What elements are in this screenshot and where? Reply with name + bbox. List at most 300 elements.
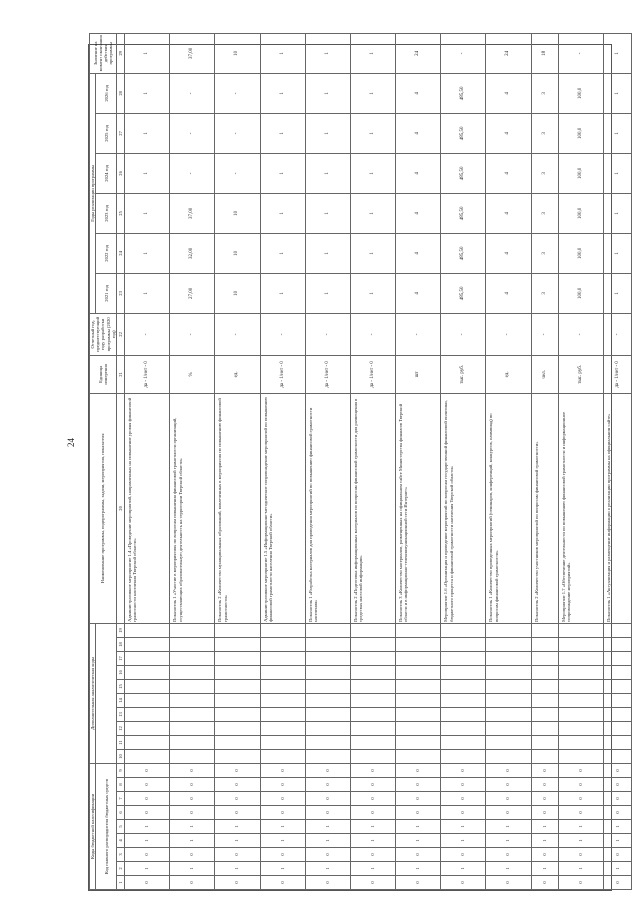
code-digit-cell: 0 xyxy=(441,763,486,777)
code-digit-cell xyxy=(559,693,604,707)
code-digit-cell: 0 xyxy=(305,792,350,806)
row-year-value: 485,50 xyxy=(441,233,486,273)
row-year-value: 1 xyxy=(350,73,395,113)
row-year-value: - xyxy=(170,113,215,153)
code-digit-cell xyxy=(486,665,531,679)
code-digit-cell xyxy=(396,721,441,735)
code-digit-cell xyxy=(396,637,441,651)
code-digit-cell: 0 xyxy=(305,763,350,777)
row-year-value: 3 xyxy=(531,273,558,313)
code-digit-cell xyxy=(604,707,632,721)
code-digit-cell: 1 xyxy=(441,834,486,848)
code-digit-cell xyxy=(125,623,170,637)
row-year-value: 1 xyxy=(305,273,350,313)
code-digit-cell xyxy=(305,693,350,707)
code-digit-cell xyxy=(604,749,632,763)
row-unit: тыс. руб. xyxy=(441,355,486,393)
code-digit-cell xyxy=(441,623,486,637)
code-digit-cell xyxy=(604,735,632,749)
code-digit-cell: 0 xyxy=(260,806,305,820)
code-digit-cell: 0 xyxy=(260,876,305,890)
row-description: Мероприятие 1.6 «Организация и проведение мероприятий по вопросам государственной финансовой политики, бюджетного процесса и финансовой грамотности населения Тверской области» xyxy=(441,393,486,623)
code-digit-cell: 1 xyxy=(604,820,632,834)
code-digit-cell: 1 xyxy=(559,820,604,834)
row-description: Показатель 1 «Актуализация и размещение информации о реализации программы на официальном сайте» xyxy=(604,393,632,623)
code-digit-cell xyxy=(559,707,604,721)
code-digit-cell xyxy=(396,707,441,721)
code-digit-cell xyxy=(170,693,215,707)
code-digit-cell: 0 xyxy=(260,848,305,862)
column-number-cell: 15 xyxy=(117,679,125,693)
column-number-cell: 25 xyxy=(117,193,125,233)
row-unit: шт xyxy=(396,355,441,393)
code-digit-cell: 0 xyxy=(125,848,170,862)
code-digit-cell: 0 xyxy=(305,876,350,890)
column-number-cell: 16 xyxy=(117,665,125,679)
code-digit-cell xyxy=(125,735,170,749)
code-digit-cell: 1 xyxy=(441,820,486,834)
code-digit-cell xyxy=(531,707,558,721)
code-digit-cell: 1 xyxy=(604,834,632,848)
code-digit-cell: 1 xyxy=(125,820,170,834)
column-number-cell: 13 xyxy=(117,707,125,721)
code-digit-cell: 1 xyxy=(559,862,604,876)
code-digit-cell xyxy=(215,637,260,651)
code-digit-cell xyxy=(125,651,170,665)
row-year-value: 10 xyxy=(215,233,260,273)
code-digit-cell xyxy=(604,721,632,735)
code-digit-cell xyxy=(260,693,305,707)
table-row xyxy=(396,33,441,889)
code-digit-cell: 0 xyxy=(350,778,395,792)
code-digit-cell xyxy=(125,749,170,763)
code-digit-cell: 0 xyxy=(531,848,558,862)
code-digit-cell xyxy=(604,679,632,693)
table-row xyxy=(350,33,395,889)
code-digit-cell: 0 xyxy=(604,848,632,862)
code-digit-cell xyxy=(559,749,604,763)
column-number-cell: 23 xyxy=(117,273,125,313)
row-year-value: 10 xyxy=(215,273,260,313)
row-year-value: 1 xyxy=(350,113,395,153)
row-year-value: 4 xyxy=(486,113,531,153)
code-digit-cell: 0 xyxy=(350,806,395,820)
row-year-value: 37,00 xyxy=(170,193,215,233)
code-digit-cell xyxy=(486,637,531,651)
row-year-value: 27,00 xyxy=(170,273,215,313)
code-digit-cell: 0 xyxy=(604,876,632,890)
code-digit-cell xyxy=(531,749,558,763)
row-final-value: 10 xyxy=(215,33,260,73)
row-year-value: - xyxy=(215,153,260,193)
row-unit: да - 1/нет - 0 xyxy=(125,355,170,393)
row-year-value: 485,50 xyxy=(441,113,486,153)
code-digit-cell xyxy=(170,721,215,735)
code-digit-cell: 1 xyxy=(486,820,531,834)
code-digit-cell: 0 xyxy=(559,806,604,820)
row-year-value: 1 xyxy=(350,233,395,273)
code-digit-cell: 0 xyxy=(531,806,558,820)
code-digit-cell xyxy=(170,707,215,721)
code-digit-cell: 0 xyxy=(396,763,441,777)
column-number-cell: 2 xyxy=(117,862,125,876)
header-year-6: 2026 год xyxy=(96,73,117,113)
code-digit-cell: 0 xyxy=(604,778,632,792)
row-year-value: 1 xyxy=(305,233,350,273)
code-digit-cell: 1 xyxy=(305,862,350,876)
row-base-value: - xyxy=(441,313,486,355)
table-body xyxy=(117,33,632,889)
row-unit: да - 1/нет - 0 xyxy=(305,355,350,393)
row-year-value: - xyxy=(215,113,260,153)
row-final-value: 1 xyxy=(604,33,632,73)
column-number-cell: 12 xyxy=(117,721,125,735)
code-digit-cell: 1 xyxy=(170,834,215,848)
code-digit-cell: 1 xyxy=(441,862,486,876)
row-year-value: 1 xyxy=(604,113,632,153)
row-unit: да - 1/нет - 0 xyxy=(604,355,632,393)
column-number-cell: 11 xyxy=(117,735,125,749)
code-digit-cell: 0 xyxy=(441,876,486,890)
row-year-value: 4 xyxy=(486,153,531,193)
code-digit-cell: 0 xyxy=(350,792,395,806)
row-year-value: 32,00 xyxy=(170,233,215,273)
code-digit-cell: 1 xyxy=(604,862,632,876)
code-digit-cell xyxy=(305,665,350,679)
code-digit-cell: 0 xyxy=(559,778,604,792)
row-base-value: - xyxy=(604,313,632,355)
row-description: Показатель 2 «Количество муниципальных образований, вовлеченных в мероприятия по повышению финансовой грамотности» xyxy=(215,393,260,623)
code-digit-cell xyxy=(531,721,558,735)
row-year-value: 4 xyxy=(486,193,531,233)
code-digit-cell xyxy=(604,637,632,651)
code-digit-cell xyxy=(396,623,441,637)
row-year-value: 4 xyxy=(486,233,531,273)
code-digit-cell xyxy=(215,693,260,707)
code-digit-cell: 0 xyxy=(350,848,395,862)
code-digit-cell xyxy=(559,735,604,749)
code-digit-cell: 0 xyxy=(170,806,215,820)
row-year-value: 100,0 xyxy=(559,233,604,273)
code-digit-cell: 1 xyxy=(215,820,260,834)
row-year-value: 1 xyxy=(604,193,632,233)
code-digit-cell: 1 xyxy=(486,834,531,848)
table-row xyxy=(604,33,632,889)
row-year-value: 485,50 xyxy=(441,273,486,313)
code-digit-cell: 1 xyxy=(170,862,215,876)
column-number-cell: 4 xyxy=(117,834,125,848)
code-digit-cell xyxy=(215,665,260,679)
row-year-value: 100,0 xyxy=(559,193,604,233)
code-digit-cell xyxy=(486,679,531,693)
code-digit-cell xyxy=(305,623,350,637)
code-digit-cell xyxy=(305,679,350,693)
row-unit: тыс. руб. xyxy=(559,355,604,393)
code-digit-cell: 0 xyxy=(396,806,441,820)
code-digit-cell: 0 xyxy=(215,806,260,820)
header-year-2: 2022 год xyxy=(96,233,117,273)
row-final-value: 24 xyxy=(486,33,531,73)
row-final-value: 1 xyxy=(125,33,170,73)
row-year-value: 3 xyxy=(531,193,558,233)
code-digit-cell xyxy=(305,735,350,749)
row-year-value: 3 xyxy=(531,153,558,193)
code-digit-cell xyxy=(215,707,260,721)
row-year-value: 1 xyxy=(260,233,305,273)
code-digit-cell xyxy=(531,735,558,749)
code-digit-cell: 0 xyxy=(170,848,215,862)
code-digit-cell xyxy=(305,749,350,763)
code-digit-cell xyxy=(441,679,486,693)
code-digit-cell: 1 xyxy=(215,834,260,848)
code-digit-cell xyxy=(260,623,305,637)
row-year-value: 1 xyxy=(604,233,632,273)
table-row xyxy=(531,33,558,889)
row-description: Мероприятие 1.7 «Обеспечение деятельности по повышению финансовой грамотности и информационное сопровождение мероприятий» xyxy=(559,393,604,623)
code-digit-cell: 0 xyxy=(125,876,170,890)
code-digit-cell xyxy=(604,693,632,707)
code-digit-cell xyxy=(170,735,215,749)
row-year-value: 100,0 xyxy=(559,273,604,313)
row-year-value: 1 xyxy=(350,193,395,233)
row-unit: да - 1/нет - 0 xyxy=(260,355,305,393)
code-digit-cell: 0 xyxy=(486,876,531,890)
code-digit-cell xyxy=(215,623,260,637)
row-description: Показатель 2 «Подготовка информационных материалов по вопросам финансовой грамотности для размещения в средствах массовой информации» xyxy=(350,393,395,623)
code-digit-cell: 1 xyxy=(531,820,558,834)
code-digit-cell xyxy=(305,651,350,665)
code-digit-cell xyxy=(441,665,486,679)
code-digit-cell: 0 xyxy=(350,763,395,777)
code-digit-cell xyxy=(486,735,531,749)
column-number-cell: 7 xyxy=(117,792,125,806)
row-year-value: 1 xyxy=(604,153,632,193)
row-final-value: 1 xyxy=(260,33,305,73)
row-unit: чел. xyxy=(531,355,558,393)
column-number-cell: 1 xyxy=(117,876,125,890)
column-number-cell: 28 xyxy=(117,73,125,113)
code-digit-cell xyxy=(486,693,531,707)
table-row xyxy=(215,33,260,889)
code-digit-cell xyxy=(215,651,260,665)
code-digit-cell: 0 xyxy=(441,848,486,862)
code-digit-cell xyxy=(486,707,531,721)
header-year-4: 2024 год xyxy=(96,153,117,193)
code-digit-cell: 0 xyxy=(305,778,350,792)
code-digit-cell xyxy=(441,721,486,735)
header-extra-code-sub xyxy=(96,623,117,763)
row-description: Показатель 1 «Участие в мероприятиях по вопросам повышения финансовой грамотности организаций, осуществляющих образовательную деятельность на территории Тверской области» xyxy=(170,393,215,623)
row-description: Показатель 2 «Количество участников мероприятий по вопросам финансовой грамотности» xyxy=(531,393,558,623)
code-digit-cell xyxy=(170,651,215,665)
code-digit-cell: 1 xyxy=(559,834,604,848)
code-digit-cell xyxy=(305,721,350,735)
code-digit-cell: 1 xyxy=(170,820,215,834)
code-digit-cell: 0 xyxy=(215,778,260,792)
header-unit: Единица измерения xyxy=(90,355,117,393)
row-year-value: 3 xyxy=(531,113,558,153)
code-digit-cell: 1 xyxy=(350,834,395,848)
code-digit-cell: 0 xyxy=(396,792,441,806)
code-digit-cell: 0 xyxy=(441,806,486,820)
code-digit-cell xyxy=(125,679,170,693)
code-digit-cell: 1 xyxy=(125,834,170,848)
row-year-value: 485,50 xyxy=(441,153,486,193)
row-base-value: - xyxy=(305,313,350,355)
code-digit-cell: 1 xyxy=(260,820,305,834)
column-number-cell: 8 xyxy=(117,778,125,792)
header-base-year: Отчетный год, предшествующий году разработки программы (2020 год) xyxy=(90,313,117,355)
code-digit-cell xyxy=(441,637,486,651)
code-digit-cell xyxy=(604,623,632,637)
code-digit-cell xyxy=(441,651,486,665)
column-number-cell: 26 xyxy=(117,153,125,193)
row-year-value: 1 xyxy=(260,153,305,193)
header-final: Значение на момент окончания действия программы xyxy=(90,33,117,73)
column-number-cell: 21 xyxy=(117,355,125,393)
code-digit-cell xyxy=(531,637,558,651)
row-year-value: 1 xyxy=(350,153,395,193)
code-digit-cell: 0 xyxy=(559,876,604,890)
row-year-value: 1 xyxy=(305,193,350,233)
code-digit-cell xyxy=(604,651,632,665)
row-year-value: 1 xyxy=(305,153,350,193)
code-digit-cell xyxy=(125,637,170,651)
row-year-value: - xyxy=(170,73,215,113)
row-year-value: 1 xyxy=(125,233,170,273)
header-budget-code-sub: Код главного распорядителя бюджетных средств xyxy=(96,763,117,889)
row-year-value: - xyxy=(170,153,215,193)
code-digit-cell xyxy=(350,623,395,637)
row-year-value: 1 xyxy=(604,73,632,113)
code-digit-cell: 0 xyxy=(441,792,486,806)
header-year-3: 2023 год xyxy=(96,193,117,233)
header-year-5: 2025 год xyxy=(96,113,117,153)
code-digit-cell: 0 xyxy=(559,792,604,806)
row-unit: ед. xyxy=(486,355,531,393)
table-row xyxy=(486,33,531,889)
code-digit-cell: 0 xyxy=(305,806,350,820)
code-digit-cell xyxy=(260,721,305,735)
code-digit-cell: 1 xyxy=(350,820,395,834)
code-digit-cell: 0 xyxy=(486,763,531,777)
code-digit-cell xyxy=(396,749,441,763)
code-digit-cell xyxy=(531,693,558,707)
code-digit-cell xyxy=(125,721,170,735)
code-digit-cell: 0 xyxy=(170,876,215,890)
code-digit-cell xyxy=(559,679,604,693)
column-number-cell: 24 xyxy=(117,233,125,273)
code-digit-cell: 0 xyxy=(170,778,215,792)
code-digit-cell xyxy=(531,665,558,679)
column-number-cell: 19 xyxy=(117,623,125,637)
row-year-value: 1 xyxy=(125,73,170,113)
row-year-value: 1 xyxy=(125,273,170,313)
code-digit-cell xyxy=(531,679,558,693)
code-digit-cell xyxy=(559,651,604,665)
row-year-value: 1 xyxy=(260,73,305,113)
code-digit-cell: 0 xyxy=(305,848,350,862)
column-number-cell: 20 xyxy=(117,393,125,623)
row-year-value: 4 xyxy=(396,73,441,113)
row-final-value: 37,00 xyxy=(170,33,215,73)
row-year-value: 4 xyxy=(486,73,531,113)
code-digit-cell: 0 xyxy=(531,763,558,777)
code-digit-cell xyxy=(170,637,215,651)
table-row xyxy=(441,33,486,889)
column-number-cell: 22 xyxy=(117,313,125,355)
table-row xyxy=(260,33,305,889)
code-digit-cell xyxy=(215,749,260,763)
code-digit-cell: 0 xyxy=(531,876,558,890)
row-year-value: 1 xyxy=(125,153,170,193)
code-digit-cell xyxy=(531,623,558,637)
row-year-value: 4 xyxy=(486,273,531,313)
code-digit-cell xyxy=(396,693,441,707)
code-digit-cell: 0 xyxy=(215,792,260,806)
row-year-value: 4 xyxy=(396,233,441,273)
code-digit-cell xyxy=(350,679,395,693)
code-digit-cell xyxy=(350,637,395,651)
row-unit: да - 1/нет - 0 xyxy=(350,355,395,393)
row-final-value: 18 xyxy=(531,33,558,73)
code-digit-cell xyxy=(486,651,531,665)
row-year-value: - xyxy=(215,73,260,113)
row-base-value: - xyxy=(396,313,441,355)
program-indicators-table xyxy=(89,33,632,890)
code-digit-cell: 0 xyxy=(350,876,395,890)
code-digit-cell xyxy=(350,693,395,707)
code-digit-cell: 1 xyxy=(125,862,170,876)
code-digit-cell xyxy=(125,693,170,707)
code-digit-cell: 0 xyxy=(486,848,531,862)
code-digit-cell xyxy=(396,679,441,693)
code-digit-cell xyxy=(350,735,395,749)
code-digit-cell xyxy=(486,749,531,763)
code-digit-cell xyxy=(396,665,441,679)
row-year-value: 485,50 xyxy=(441,193,486,233)
code-digit-cell: 0 xyxy=(441,778,486,792)
row-final-value: - xyxy=(559,33,604,73)
code-digit-cell xyxy=(170,679,215,693)
row-year-value: 1 xyxy=(350,273,395,313)
code-digit-cell xyxy=(260,679,305,693)
code-digit-cell xyxy=(215,679,260,693)
row-base-value: - xyxy=(170,313,215,355)
code-digit-cell xyxy=(305,707,350,721)
table-row xyxy=(170,33,215,889)
code-digit-cell xyxy=(559,721,604,735)
column-number-cell: 3 xyxy=(117,848,125,862)
code-digit-cell: 1 xyxy=(305,820,350,834)
row-base-value: - xyxy=(215,313,260,355)
rotated-table-frame xyxy=(89,35,620,890)
code-digit-cell xyxy=(215,721,260,735)
row-base-value: - xyxy=(350,313,395,355)
row-final-value: 24 xyxy=(396,33,441,73)
row-base-value: - xyxy=(531,313,558,355)
column-number-cell: 6 xyxy=(117,806,125,820)
code-digit-cell xyxy=(350,721,395,735)
code-digit-cell: 1 xyxy=(531,834,558,848)
code-digit-cell xyxy=(559,665,604,679)
code-digit-cell: 1 xyxy=(531,862,558,876)
code-digit-cell: 1 xyxy=(396,862,441,876)
code-digit-cell: 0 xyxy=(604,792,632,806)
code-digit-cell xyxy=(486,721,531,735)
code-digit-cell: 0 xyxy=(559,763,604,777)
row-final-value: 1 xyxy=(305,33,350,73)
